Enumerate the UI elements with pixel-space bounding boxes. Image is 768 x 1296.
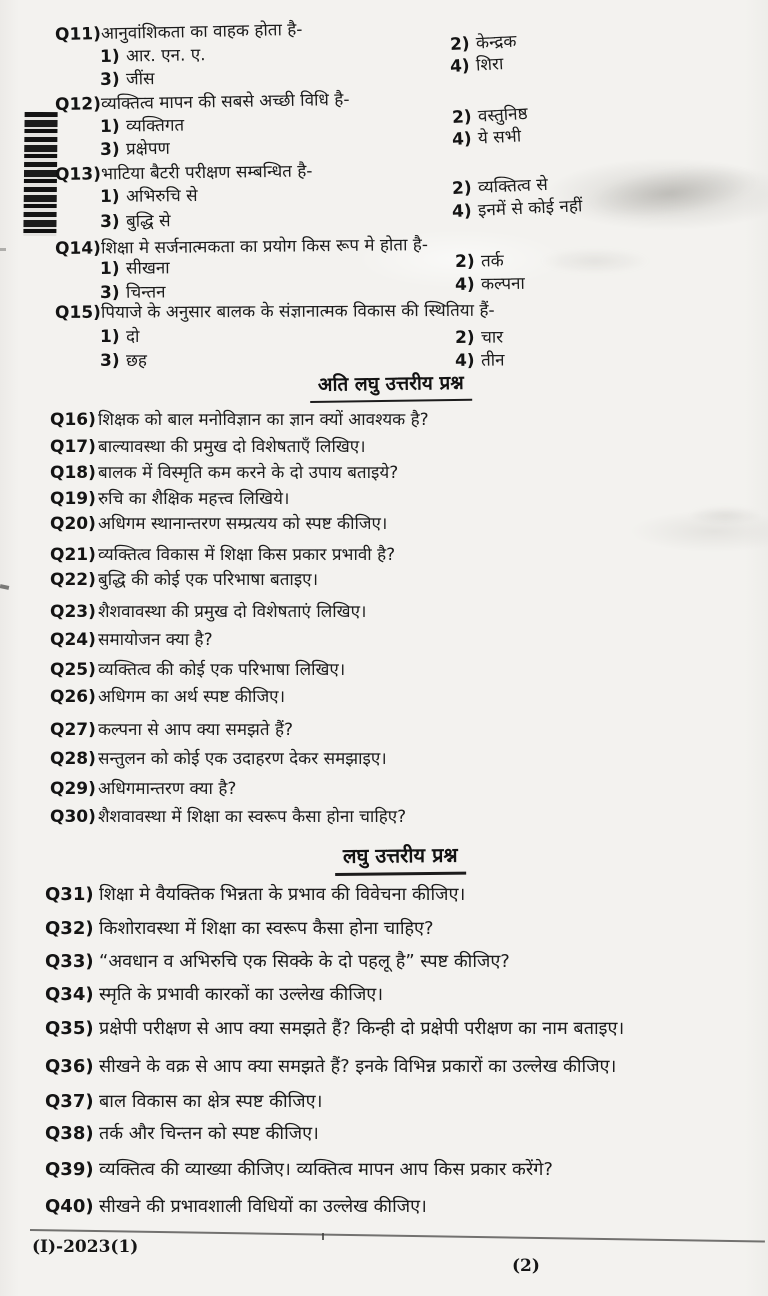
option-number: 1) (99, 258, 120, 279)
question-row (50, 657, 345, 680)
question-text: शिक्षा मे सर्जनात्मकता का प्रयोग किस रूप मे होता है- (100, 235, 429, 259)
option (455, 324, 503, 348)
question-label: Q37) (45, 1091, 94, 1112)
question-text: बालक में विस्मृति कम करने के दो उपाय बताइये? (98, 463, 399, 483)
question-row (45, 1157, 553, 1181)
option-text: तर्क (480, 251, 504, 272)
option-number: 3) (99, 139, 120, 160)
option-text: दो (126, 327, 140, 347)
option (451, 123, 521, 150)
question-row (45, 882, 465, 906)
question-text: आनुवांशिकता का वाहक होता है- (100, 19, 303, 45)
scan-smudge (583, 156, 763, 228)
question-row (45, 949, 510, 973)
question-label: Q16) (50, 410, 96, 430)
question-text: स्मृति के प्रभावी कारकों का उल्लेख कीजिए। (99, 984, 384, 1005)
option-text: जींस (125, 69, 155, 90)
question-label: Q36) (45, 1056, 94, 1077)
question-text: सीखने के वक्र से आप क्या समझते हैं? इनके विभिन्न प्रकारों का उल्लेख कीजिए। (99, 1056, 617, 1077)
option (100, 183, 198, 207)
question-label: Q40) (45, 1196, 94, 1217)
question-text: “अवधान व अभिरुचि एक सिक्के के दो पहलू है” स्पष्ट कीजिए? (99, 951, 510, 972)
option (100, 66, 155, 90)
question-text: अधिगमान्तरण क्या है? (98, 779, 237, 799)
question-label: Q14) (54, 238, 102, 259)
question-label: Q32) (45, 918, 94, 939)
paper-code: (I)-2023(1) (32, 1237, 139, 1257)
option-text: व्यक्तित्व से (477, 174, 549, 198)
question-label: Q19) (50, 489, 96, 509)
question-row (50, 746, 387, 769)
question-text: शैशवावस्था में शिक्षा का स्वरूप कैसा होना चाहिए? (98, 807, 407, 827)
question-row (50, 407, 429, 430)
section-heading-short-questions: लघु उत्तरीय प्रश्न (335, 841, 466, 876)
option-number: 2) (451, 178, 473, 199)
option-text: चार (480, 327, 504, 348)
question-row (45, 1121, 319, 1145)
footer-tick-mark (322, 1233, 324, 1240)
question-text: पियाजे के अनुसार बालक के संज्ञानात्मक विकास की स्थितिया हैं- (100, 300, 495, 323)
option-text: इनमें से कोई नहीं (477, 196, 583, 221)
option-number: 3) (99, 282, 120, 303)
question-label: Q23) (50, 602, 96, 622)
option (455, 271, 525, 295)
page-number: (2) (512, 1256, 540, 1276)
option-number: 1) (100, 327, 120, 347)
question-label: Q35) (45, 1018, 94, 1039)
question-row (50, 486, 289, 509)
option-number: 1) (99, 116, 120, 137)
option-number: 4) (451, 128, 473, 150)
option-number: 2) (449, 33, 471, 55)
option-text: सीखना (125, 258, 170, 279)
question-label: Q25) (50, 660, 96, 680)
option (100, 208, 171, 232)
question-text: अधिगम का अर्थ स्पष्ट कीजिए। (98, 687, 286, 707)
question-row (50, 511, 387, 534)
question-label: Q13) (54, 164, 102, 185)
question-text: प्रक्षेपी परीक्षण से आप क्या समझते हैं? किन्ही दो प्रक्षेपी परीक्षण का नाम बताइए। (99, 1018, 625, 1039)
question-text: किशोरावस्था में शिक्षा का स्वरूप कैसा होना चाहिए? (99, 918, 434, 939)
question-row (55, 298, 495, 323)
question-label: Q24) (50, 630, 96, 650)
question-label: Q22) (50, 570, 96, 590)
option (100, 136, 170, 160)
option-text: बुद्धि से (125, 211, 171, 232)
question-label: Q38) (45, 1123, 94, 1144)
question-row (50, 567, 318, 590)
question-row (50, 599, 366, 622)
question-text: शिक्षक को बाल मनोविज्ञान का ज्ञान क्यों आवश्यक है? (98, 410, 429, 430)
option-number: 2) (451, 106, 473, 128)
question-row (45, 1054, 616, 1078)
question-row (50, 684, 285, 707)
option-text: व्यक्तिगत (125, 115, 185, 137)
question-text: सन्तुलन को कोई एक उदाहरण देकर समझाइए। (98, 749, 387, 769)
option (455, 347, 505, 371)
option-number: 3) (99, 211, 120, 232)
question-text: सीखने की प्रभावशाली विधियों का उल्लेख कीजिए। (99, 1196, 427, 1217)
option-number: 2) (454, 327, 475, 348)
question-row (50, 627, 213, 650)
question-row (45, 982, 383, 1006)
section-heading-very-short-questions: अति लघु उत्तरीय प्रश्न (310, 369, 472, 403)
option-number: 1) (99, 46, 120, 67)
option-text: चिन्तन (125, 282, 166, 303)
question-label: Q29) (50, 779, 96, 799)
question-text: कल्पना से आप क्या समझते हैं? (98, 720, 293, 740)
question-row (55, 158, 313, 185)
option-text: वस्तुनिष्ठ (477, 104, 529, 127)
question-row (45, 1016, 624, 1040)
question-row (45, 916, 434, 940)
option-text: अभिरुचि से (125, 185, 198, 207)
question-label: Q21) (50, 545, 96, 565)
question-label: Q33) (45, 951, 94, 972)
question-row (50, 542, 395, 565)
option-number: 4) (454, 350, 475, 371)
option (100, 348, 147, 371)
question-label: Q12) (54, 94, 102, 115)
question-row (55, 17, 303, 45)
option-text: केन्द्रक (475, 31, 517, 54)
question-row (50, 804, 406, 827)
option (455, 248, 504, 272)
question-row (45, 1194, 427, 1218)
question-text: तर्क और चिन्तन को स्पष्ट कीजिए। (99, 1123, 319, 1144)
question-text: व्यक्तित्व मापन की सबसे अच्छी विधि है- (100, 89, 350, 115)
option-number: 2) (454, 251, 475, 272)
option (100, 113, 185, 137)
question-label: Q18) (50, 463, 96, 483)
option (100, 324, 139, 347)
option-text: तीन (480, 350, 505, 371)
question-row (50, 434, 366, 457)
question-label: Q15) (54, 302, 101, 323)
question-text: बाल्यावस्था की प्रमुख दो विशेषताएँ लिखिए। (98, 437, 366, 457)
question-text: भाटिया बैटरी परीक्षण सम्बन्धित है- (100, 161, 313, 185)
question-label: Q30) (50, 807, 96, 827)
question-row (50, 717, 293, 740)
option-text: प्रक्षेपण (125, 138, 171, 160)
option-number: 4) (451, 201, 473, 222)
question-row (50, 776, 236, 799)
option-number: 3) (100, 351, 120, 371)
question-label: Q39) (45, 1159, 94, 1180)
option-number: 4) (454, 274, 475, 295)
barcode (23, 112, 57, 236)
option-text: आर. एन. ए. (125, 45, 206, 67)
question-label: Q26) (50, 687, 96, 707)
option-text: शिरा (475, 54, 504, 76)
option (449, 51, 503, 77)
option (100, 255, 170, 279)
scan-edge-mark (0, 584, 9, 590)
question-label: Q20) (50, 514, 96, 534)
scan-edge-mark (0, 248, 6, 251)
question-text: अधिगम स्थानान्तरण सम्प्रत्यय को स्पष्ट कीजिए। (98, 514, 388, 534)
option-text: ये सभी (477, 126, 522, 149)
option-number: 4) (449, 55, 471, 77)
question-text: समायोजन क्या है? (98, 630, 213, 650)
question-row (55, 87, 350, 115)
option-number: 1) (99, 186, 120, 207)
question-text: रुचि का शैक्षिक महत्त्व लिखिये। (98, 489, 290, 509)
question-label: Q34) (45, 984, 94, 1005)
scan-smudge (688, 506, 763, 524)
option (100, 42, 206, 67)
option-text: छह (126, 351, 147, 371)
question-label: Q27) (50, 720, 96, 740)
option-number: 3) (99, 69, 120, 90)
question-text: शैशवावस्था की प्रमुख दो विशेषताएं लिखिए। (98, 602, 367, 622)
option (449, 29, 517, 55)
option (451, 193, 582, 222)
question-text: बुद्धि की कोई एक परिभाषा बताइए। (98, 570, 319, 590)
question-label: Q28) (50, 749, 96, 769)
question-label: Q11) (54, 24, 102, 45)
question-label: Q31) (45, 884, 94, 905)
question-label: Q17) (50, 437, 96, 457)
question-row (50, 460, 398, 483)
question-text: बाल विकास का क्षेत्र स्पष्ट कीजिए। (99, 1091, 323, 1112)
question-text: शिक्षा मे वैयक्तिक भिन्नता के प्रभाव की विवेचना कीजिए। (99, 884, 466, 905)
question-text: व्यक्तित्व विकास में शिक्षा किस प्रकार प्रभावी है? (98, 545, 396, 565)
question-text: व्यक्तित्व की कोई एक परिभाषा लिखिए। (98, 660, 346, 680)
question-row (45, 1089, 322, 1113)
footer-divider (30, 1229, 765, 1243)
option-text: कल्पना (480, 273, 526, 295)
question-text: व्यक्तित्व की व्याख्या कीजिए। व्यक्तित्व मापन आप किस प्रकार करेंगे? (99, 1159, 553, 1180)
scan-smudge (540, 248, 650, 274)
